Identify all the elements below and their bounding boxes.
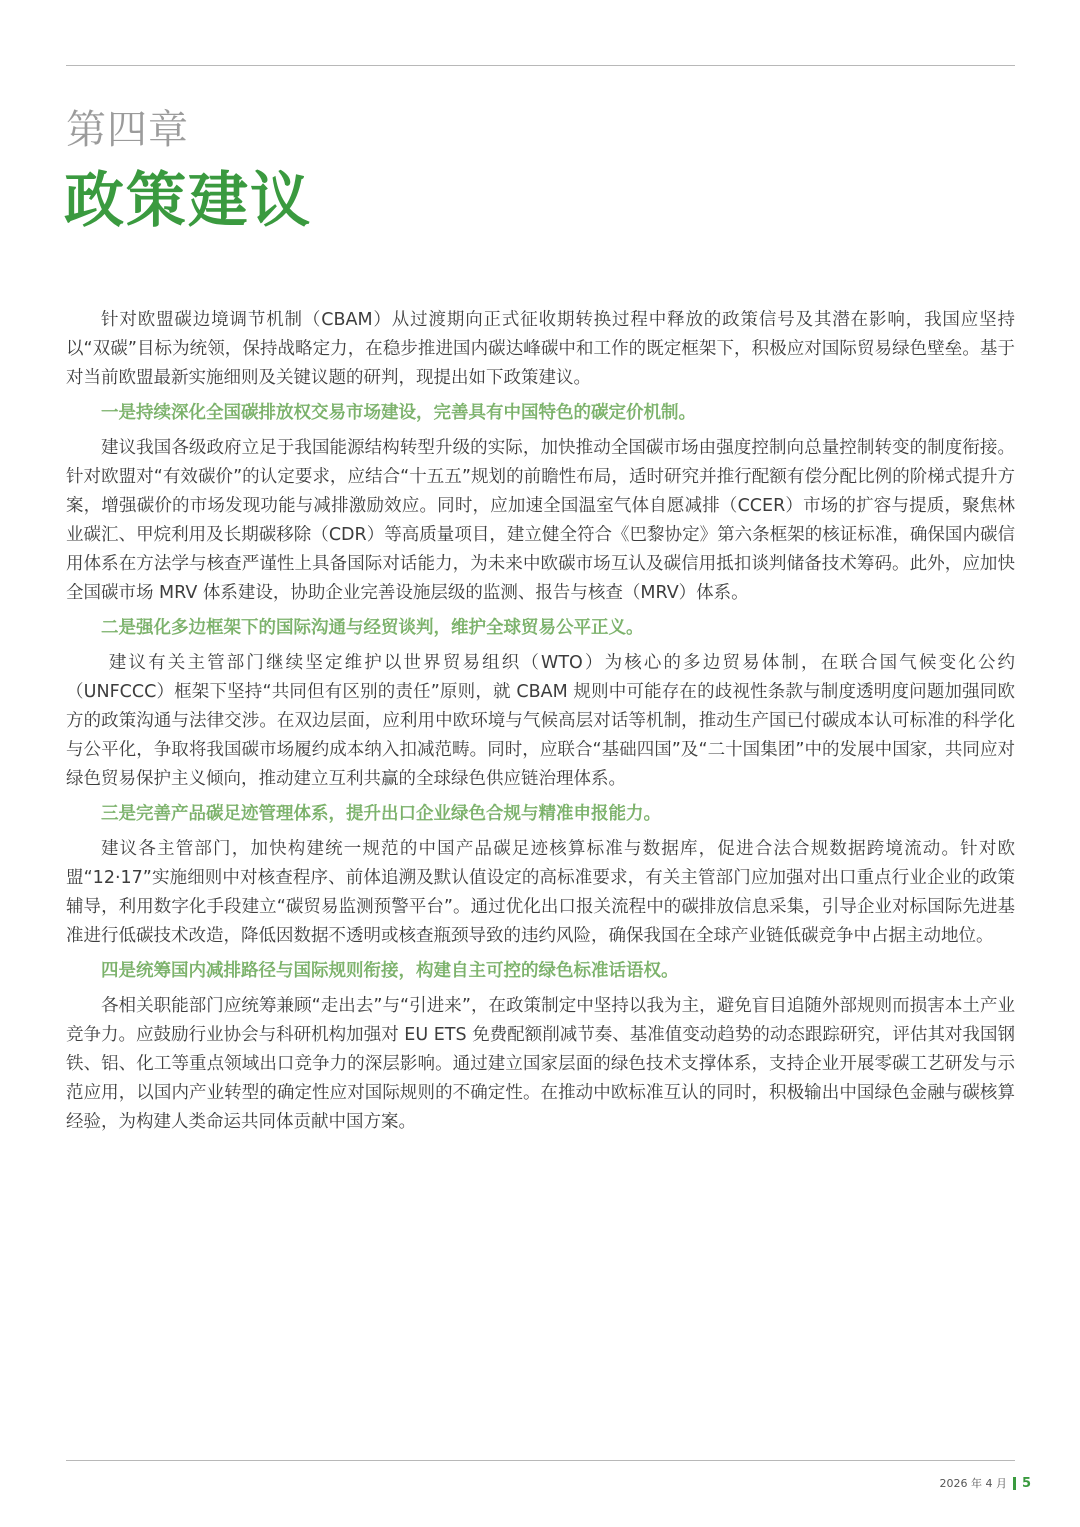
bottom-rule	[66, 1460, 1015, 1461]
section-4-body: 各相关职能部门应统筹兼顾“走出去”与“引进来”，在政策制定中坚持以我为主，避免盲目追随外部规则而损害本土产业竞争力。应鼓励行业协会与科研机构加强对 EU ETS 免费配额削减节奏、基准值变动趋势的动态跟踪研究，评估其对我国钢铁、铝、化工等重点领域出口竞争力的深层影响。通过建立国家层面的绿色技术支撑体系，支持企业开展零碳工艺研发与示范应用，以国内产业转型的确定性应对国际规则的不确定性。在推动中欧标准互认的同时，积极输出中国绿色金融与碳核算经验，为构建人类命运共同体贡献中国方案。	[66, 996, 1015, 1132]
section-2-body: 建议有关主管部门继续坚定维护以世界贸易组织（WTO）为核心的多边贸易体制，在联合国气候变化公约（UNFCCC）框架下坚持“共同但有区别的责任”原则，就 CBAM 规则中可能存在的歧视性条款与制度透明度问题加强同欧方的政策沟通与法律交涉。在双边层面，应利用中欧环境与气候高层对话等机制，推动生产国已付碳成本认可标准的科学化与公平化，争取将我国碳市场履约成本纳入扣减范畴。同时，应联合“基础四国”及“二十国集团”中的发展中国家，共同应对绿色贸易保护主义倾向，推动建立互利共赢的全球绿色供应链治理体系。	[66, 653, 1015, 789]
chapter-label: 第四章	[66, 107, 189, 153]
chapter-title: 政策建议	[64, 166, 312, 236]
footer-date: 2026 年 4 月	[939, 1477, 1007, 1490]
section-3-body: 建议各主管部门，加快构建统一规范的中国产品碳足迹核算标准与数据库，促进合法合规数据跨境流动。针对欧盟“12·17”实施细则中对核查程序、前体追溯及默认值设定的高标准要求，有关主管部门应加强对出口重点行业企业的政策辅导，利用数字化手段建立“碳贸易监测预警平台”。通过优化出口报关流程中的碳排放信息采集，引导企业对标国际先进基准进行低碳技术改造，降低因数据不透明或核查瓶颈导致的违约风险，确保我国在全球产业链低碳竞争中占据主动地位。	[66, 839, 1015, 946]
section-1-heading: 一是持续深化全国碳排放权交易市场建设，完善具有中国特色的碳定价机制。	[101, 403, 696, 423]
section-4-heading: 四是统筹国内减排路径与国际规则衔接，构建自主可控的绿色标准话语权。	[101, 961, 679, 981]
chapter-body	[66, 306, 1015, 1137]
page-footer	[939, 1474, 1031, 1492]
page-number: 5	[1021, 1475, 1031, 1491]
section-1-body: 建议我国各级政府立足于我国能源结构转型升级的实际，加快推动全国碳市场由强度控制向总量控制转变的制度衔接。针对欧盟对“有效碳价”的认定要求，应结合“十五五”规划的前瞻性布局，适时研究并推行配额有偿分配比例的阶梯式提升方案，增强碳价的市场发现功能与减排激励效应。同时，应加速全国温室气体自愿减排（CCER）市场的扩容与提质，聚焦林业碳汇、甲烷利用及长期碳移除（CDR）等高质量项目，建立健全符合《巴黎协定》第六条框架的核证标准，确保国内碳信用体系在方法学与核查严谨性上具备国际对话能力，为未来中欧碳市场互认及碳信用抵扣谈判储备技术筹码。此外，应加快全国碳市场 MRV 体系建设，协助企业完善设施层级的监测、报告与核查（MRV）体系。	[66, 438, 1015, 603]
intro-paragraph: 针对欧盟碳边境调节机制（CBAM）从过渡期向正式征收期转换过程中释放的政策信号及其潜在影响，我国应坚持以“双碳”目标为统领，保持战略定力，在稳步推进国内碳达峰碳中和工作的既定框架下，积极应对国际贸易绿色壁垒。基于对当前欧盟最新实施细则及关键议题的研判，现提出如下政策建议。	[66, 310, 1015, 388]
section-3-heading: 三是完善产品碳足迹管理体系，提升出口企业绿色合规与精准申报能力。	[101, 804, 661, 824]
section-2-heading: 二是强化多边框架下的国际沟通与经贸谈判，维护全球贸易公平正义。	[101, 618, 644, 638]
footer-divider	[1013, 1477, 1016, 1490]
top-rule	[66, 65, 1015, 66]
